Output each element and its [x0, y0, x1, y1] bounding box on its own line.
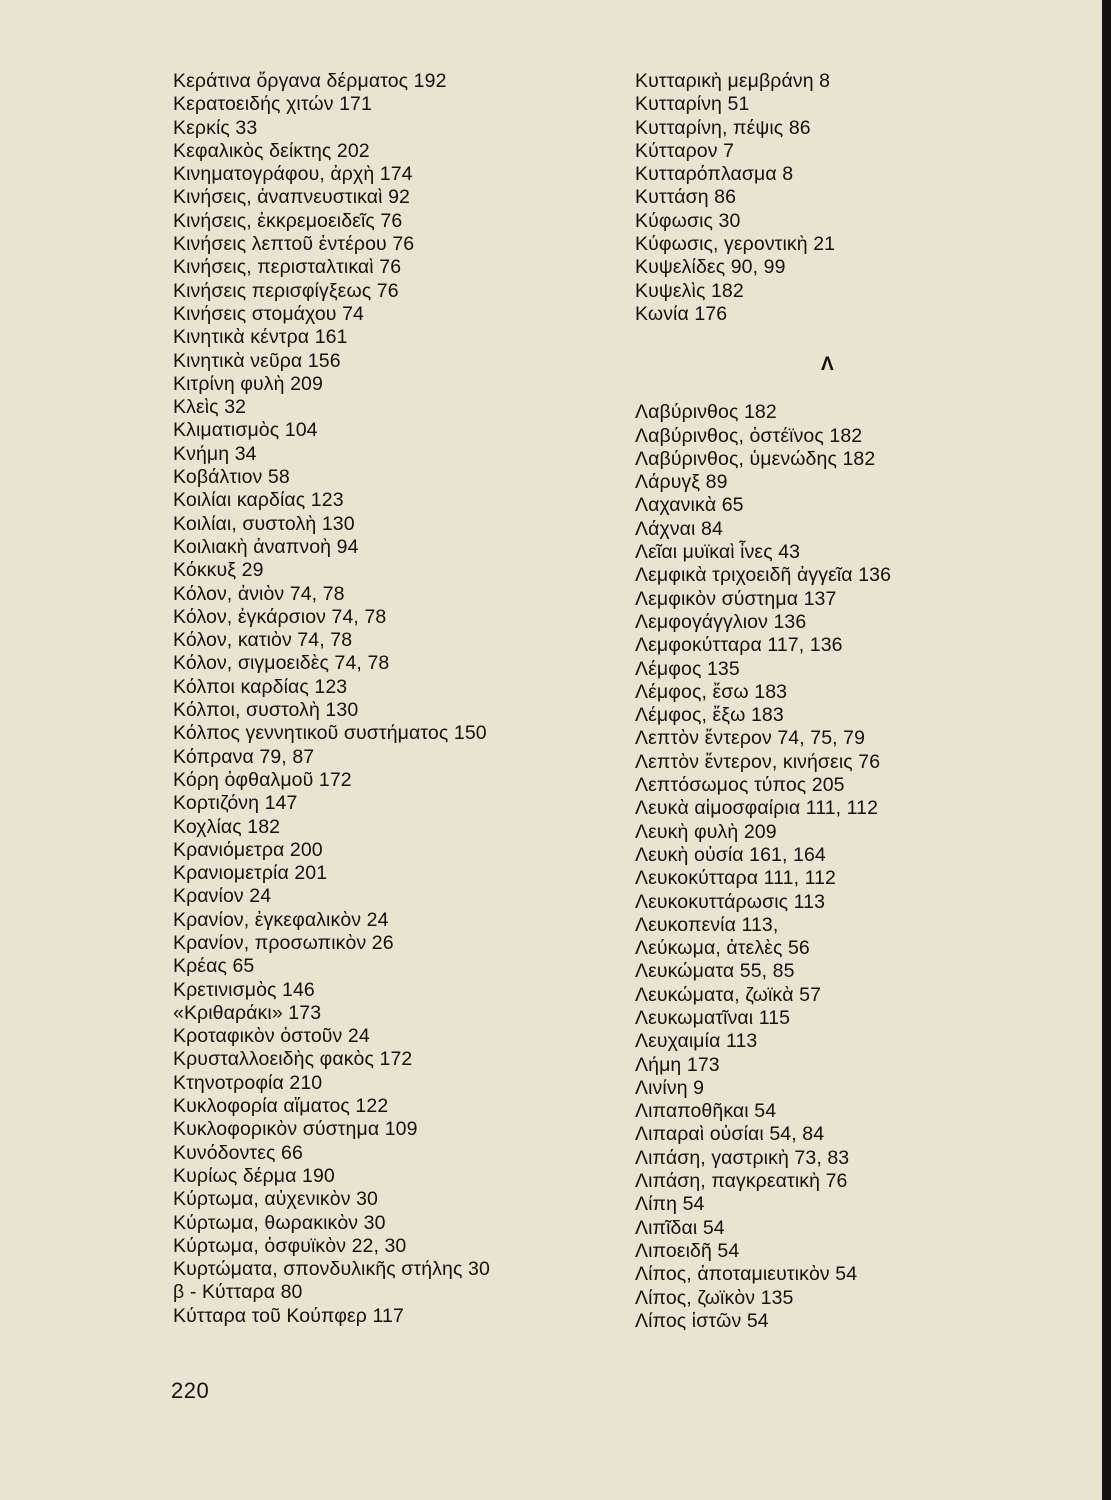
page-number: 220 [171, 1378, 210, 1403]
index-entry: Λαβύρινθος, ὑμενώδης 182 [635, 447, 876, 470]
index-entry: Λευχαιμία 113 [635, 1030, 758, 1053]
index-entry: Λευκωματῖναι 115 [635, 1006, 791, 1029]
index-entry: Κυτταρίνη 51 [635, 93, 750, 116]
index-entry: Κεφαλικὸς δείκτης 202 [173, 139, 370, 162]
index-entry: Κρανιόμετρα 200 [173, 838, 323, 861]
index-entry: Κύτταρα τοῦ Κούπφερ 117 [173, 1304, 404, 1327]
index-entry: Κυτταρίνη, πέψις 86 [635, 116, 811, 139]
index-entry: Κρανίον, προσωπικὸν 26 [173, 931, 394, 954]
index-entry: Λεῖαι μυϊκαὶ ἶνες 43 [635, 541, 801, 564]
index-column-right [635, 70, 1095, 1333]
index-entry: Κυτταρόπλασμα 8 [635, 163, 794, 186]
index-entry: Κρανίον, ἐγκεφαλικὸν 24 [173, 908, 389, 931]
index-entry: Κερατοειδής χιτών 171 [173, 93, 372, 116]
index-entry: Λιποειδῆ 54 [635, 1239, 740, 1262]
index-entry: Κόλον, ἀνιὸν 74, 78 [173, 582, 345, 605]
index-entry: Λίπος, ζωϊκὸν 135 [635, 1286, 794, 1309]
index-entry: Κορτιζόνη 147 [173, 792, 298, 815]
index-entry: Κινηματογράφου, ἀρχὴ 174 [173, 163, 413, 186]
page-edge [1102, 0, 1111, 1500]
index-entry: Λαχανικὰ 65 [635, 494, 744, 517]
index-entry: Κινήσεις περισφίγξεως 76 [173, 279, 399, 302]
index-entry: Λεμφοκύτταρα 117, 136 [635, 634, 843, 657]
index-entry: Κυνόδοντες 66 [173, 1141, 303, 1164]
index-entry: Κρέας 65 [173, 955, 255, 978]
index-entry: Κινήσεις, περισταλτικαὶ 76 [173, 256, 402, 279]
index-entry: Κοιλίαι καρδίας 123 [173, 489, 344, 512]
index-entry: Κινήσεις λεπτοῦ ἐντέρου 76 [173, 233, 415, 256]
index-entry: Λεμφικὰ τριχοειδῆ ἀγγεῖα 136 [635, 564, 892, 587]
index-entry: Κινήσεις στομάχου 74 [173, 302, 364, 325]
index-entry: Λεύκωμα, ἀτελὲς 56 [635, 937, 810, 960]
index-column-left [173, 70, 633, 1328]
index-entry: Κύρτωμα, θωρακικὸν 30 [173, 1211, 386, 1234]
index-entry: Λάρυγξ 89 [635, 471, 728, 494]
index-entry: Λάχναι 84 [635, 517, 723, 540]
index-entry: Κόλον, ἐγκάρσιον 74, 78 [173, 605, 387, 628]
index-entry: Κύφωσις 30 [635, 209, 741, 232]
index-entry: Κόλον, σιγμοειδὲς 74, 78 [173, 652, 390, 675]
index-entry: Κυψελὶς 182 [635, 279, 744, 302]
index-entry: Λεμφικὸν σύστημα 137 [635, 587, 837, 610]
index-entry: Λίπη 54 [635, 1193, 705, 1216]
index-entry: Κυτταρικὴ μεμβράνη 8 [635, 70, 831, 92]
index-entry: Κόλποι καρδίας 123 [173, 675, 348, 698]
index-entry: Λέμφος, ἔξω 183 [635, 704, 784, 727]
index-entry: Κόλον, κατιὸν 74, 78 [173, 629, 353, 652]
index-entry: Κερκίς 33 [173, 116, 258, 139]
index-entry: Κυρτώματα, σπονδυλικῆς στήλης 30 [173, 1258, 490, 1281]
index-entry: β - Κύτταρα 80 [173, 1281, 303, 1304]
index-entry: Κιτρίνη φυλὴ 209 [173, 372, 323, 395]
index-entry: Κόπρανα 79, 87 [173, 745, 315, 768]
index-entry: Κεράτινα ὄργανα δέρματος 192 [173, 70, 447, 92]
index-entry: Κρυσταλλοειδὴς φακὸς 172 [173, 1048, 413, 1071]
index-entry: Κύρτωμα, ὀσφυϊκὸν 22, 30 [173, 1234, 407, 1257]
index-entry: Κινητικὰ κέντρα 161 [173, 326, 348, 349]
index-group-lambda [635, 401, 1095, 1333]
index-entry: Λευκοκύτταρα 111, 112 [635, 867, 837, 890]
index-entry: Λευκὴ φυλὴ 209 [635, 820, 777, 843]
index-entry: Λεπτὸν ἔντερον, κινήσεις 76 [635, 750, 881, 773]
index-entry: Κυττάση 86 [635, 186, 737, 209]
index-entry: Λιπῖδαι 54 [635, 1216, 725, 1239]
index-entry: Λέμφος 135 [635, 657, 740, 680]
index-entry: Κόλποι, συστολὴ 130 [173, 699, 359, 722]
index-entry: Κοχλίας 182 [173, 815, 281, 838]
index-entry: Κοιλίαι, συστολὴ 130 [173, 512, 355, 535]
index-entry: Λήμη 173 [635, 1053, 720, 1076]
index-entry: Κινητικὰ νεῦρα 156 [173, 349, 341, 372]
index-entry: Κροταφικὸν ὀστοῦν 24 [173, 1025, 370, 1048]
index-entry: Κυκλοφορικὸν σύστημα 109 [173, 1118, 418, 1141]
index-entry: Κινήσεις, ἀναπνευστικαὶ 92 [173, 186, 410, 209]
index-entry: Κρανίον 24 [173, 885, 272, 908]
index-entry: Λέμφος, ἔσω 183 [635, 680, 788, 703]
index-entry: Λίπος ἱστῶν 54 [635, 1309, 769, 1332]
index-entry: Λευκώματα 55, 85 [635, 960, 795, 983]
index-entry: Λαβύρινθος, ὀστέϊνος 182 [635, 424, 863, 447]
index-entry: Λιπαποθῆκαι 54 [635, 1100, 777, 1123]
index-entry: Λιπάση, παγκρεατικὴ 76 [635, 1170, 848, 1193]
index-entry: Κωνία 176 [635, 302, 728, 325]
index-entry: Κύρτωμα, αὐχενικὸν 30 [173, 1188, 378, 1211]
index-entry: Λιπάση, γαστρικὴ 73, 83 [635, 1146, 850, 1169]
index-entry: Κινήσεις, ἐκκρεμοειδεῖς 76 [173, 209, 403, 232]
index-group-kappa [635, 70, 1095, 326]
index-entry: Λινίνη 9 [635, 1076, 705, 1099]
index-entry: Κρετινισμὸς 146 [173, 978, 315, 1001]
index-entry: Κόλπος γεννητικοῦ συστήματος 150 [173, 722, 487, 745]
section-letter: Λ [821, 354, 834, 376]
index-entry: Κυρίως δέρμα 190 [173, 1164, 335, 1187]
index-entry: Λεπτόσωμος τύπος 205 [635, 774, 845, 797]
index-entry: Λίπος, ἀποταμιευτικὸν 54 [635, 1263, 858, 1286]
index-entry: Κυκλοφορία αἵματος 122 [173, 1095, 389, 1118]
index-entry: Κόκκυξ 29 [173, 559, 264, 582]
index-entry: Κλιματισμὸς 104 [173, 419, 318, 442]
index-entry: Λευκοπενία 113, [635, 913, 779, 936]
index-entry: Κνήμη 34 [173, 442, 257, 465]
index-entry: Λεμφογάγγλιον 136 [635, 610, 807, 633]
index-entry: Κοβάλτιον 58 [173, 466, 290, 489]
index-entry: Λευκώματα, ζωϊκὰ 57 [635, 983, 822, 1006]
index-entry: Κύφωσις, γεροντικὴ 21 [635, 233, 836, 256]
index-entry: Λευκοκυττάρωσις 113 [635, 890, 826, 913]
index-entry: «Κριθαράκι» 173 [173, 1001, 322, 1024]
index-entry: Κύτταρον 7 [635, 139, 735, 162]
index-entry: Κλεὶς 32 [173, 396, 247, 419]
index-entry: Κυψελίδες 90, 99 [635, 256, 786, 279]
index-entry: Λευκὰ αἱμοσφαίρια 111, 112 [635, 797, 879, 820]
index-entry: Κόρη ὀφθαλμοῦ 172 [173, 768, 352, 791]
index-entry: Κτηνοτροφία 210 [173, 1071, 323, 1094]
index-entry: Λευκὴ οὐσία 161, 164 [635, 843, 826, 866]
index-entry: Λεπτὸν ἔντερον 74, 75, 79 [635, 727, 866, 750]
index-entry: Κοιλιακὴ ἀναπνοὴ 94 [173, 535, 359, 558]
index-entry: Κρανιομετρία 201 [173, 862, 328, 885]
index-entry: Λιπαραὶ οὐσίαι 54, 84 [635, 1123, 825, 1146]
index-entry: Λαβύρινθος 182 [635, 401, 777, 424]
